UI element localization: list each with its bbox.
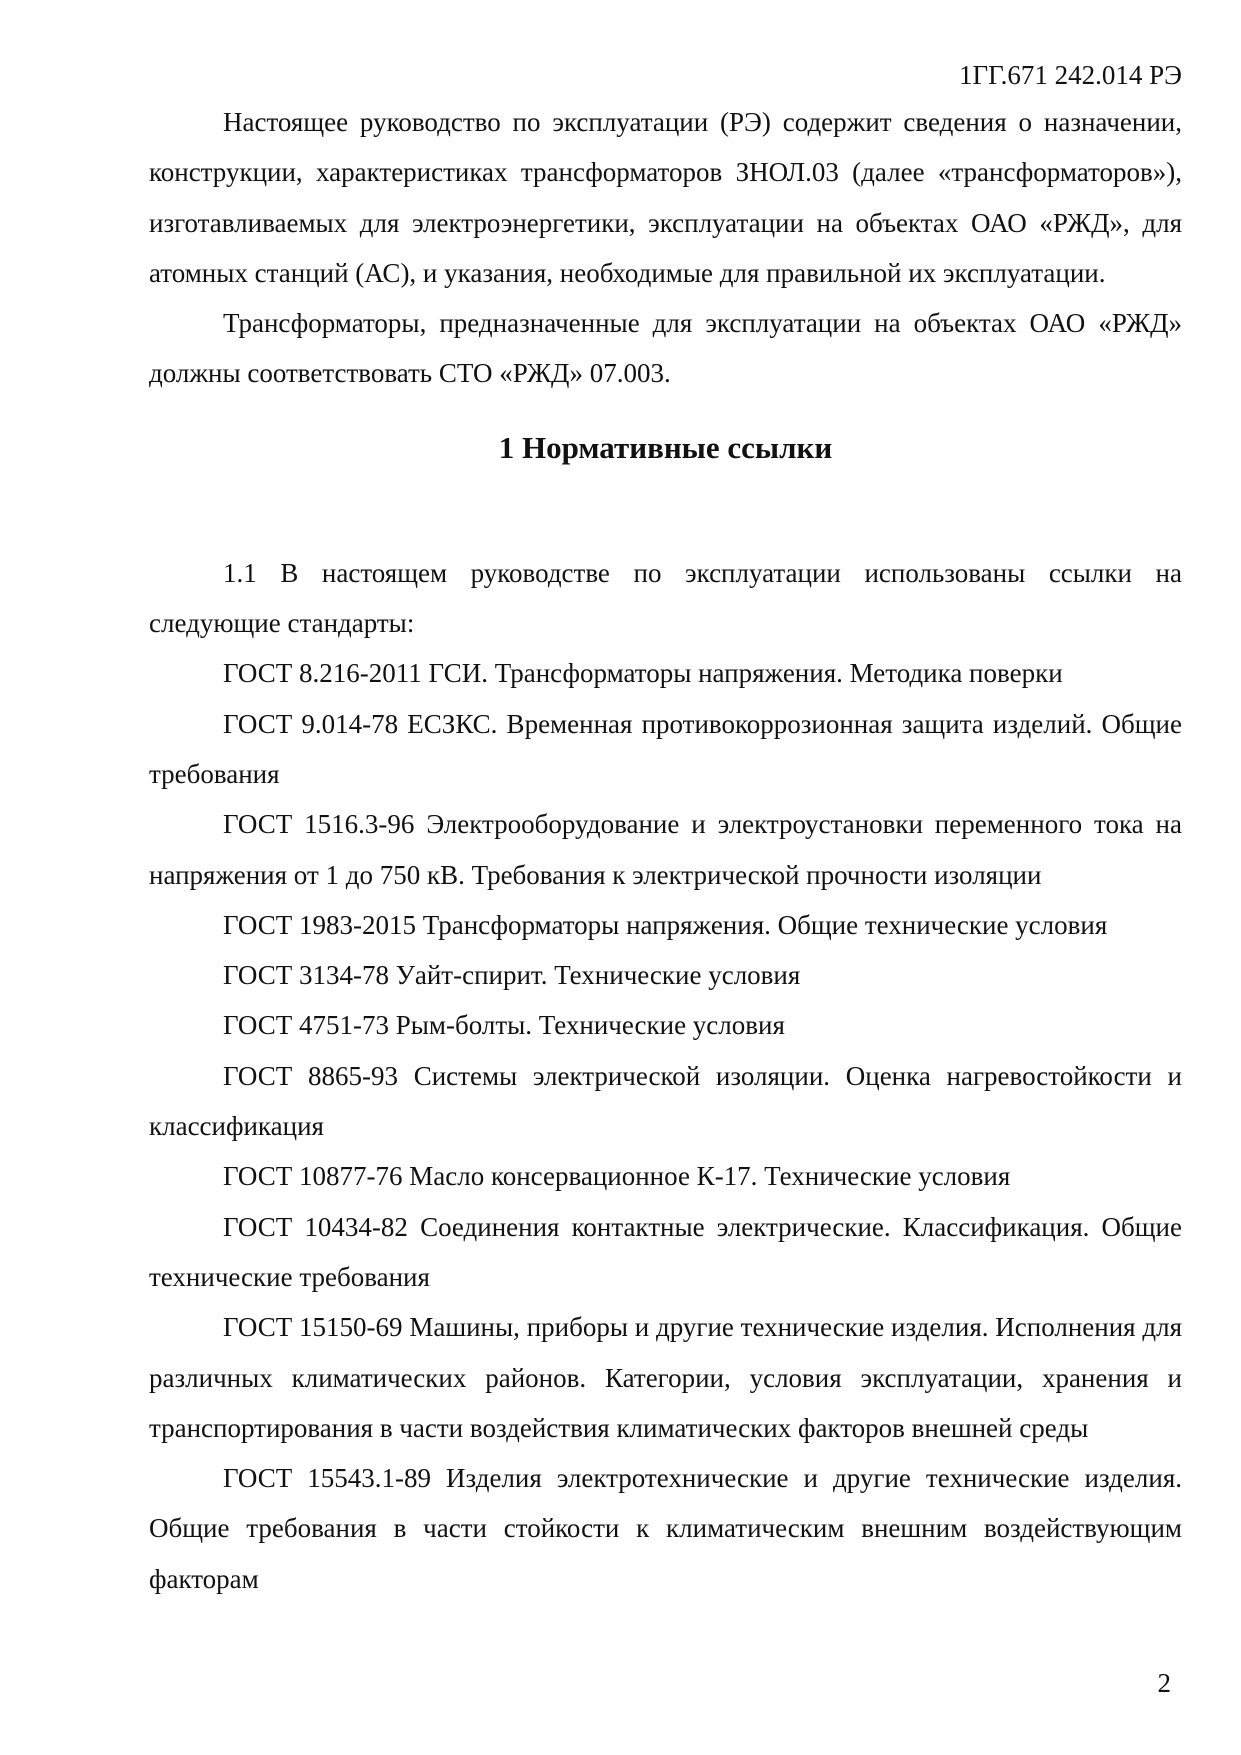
standard-reference: ГОСТ 10877-76 Масло консервационное К-17. Технические условия: [223, 1161, 1011, 1192]
standard-reference: ГОСТ 8865-93 Системы электрической изоляции. Оценка нагревостойкости и классификация: [149, 1060, 1182, 1142]
page-number: 2: [1157, 1668, 1171, 1698]
standard-reference: ГОСТ 4751-73 Рым-болты. Технические условия: [223, 1010, 785, 1041]
standard-reference: ГОСТ 10434-82 Соединения контактные электрические. Классификация. Общие технические требования: [149, 1211, 1182, 1292]
standard-reference: ГОСТ 9.014-78 ЕСЗКС. Временная противокоррозионная защита изделий. Общие требования: [149, 708, 1182, 789]
standard-reference: ГОСТ 8.216-2011 ГСИ. Трансформаторы напряжения. Методика поверки: [223, 658, 1063, 689]
document-body: [149, 97, 1182, 1604]
section-heading: 1 Нормативные ссылки: [498, 429, 833, 465]
intro-paragraph: Трансформаторы, предназначенные для эксплуатации на объектах ОАО «РЖД» должны соответствовать СТО «РЖД» 07.003.: [149, 308, 1182, 389]
standard-reference: ГОСТ 15543.1-89 Изделия электротехнические и другие технические изделия. Общие требования в части стойкости к климатическим внешним воздействующим факторам: [149, 1463, 1182, 1594]
standard-reference: ГОСТ 3134-78 Уайт-спирит. Технические условия: [223, 960, 801, 991]
intro-paragraph: Настоящее руководство по эксплуатации (РЭ) содержит сведения о назначении, конструкции, характеристиках трансформаторов ЗНОЛ.03 (далее «трансформаторов»), изготавливаемых для электроэнергетики, эксплуатации на объектах ОАО «РЖД», для атомных станций (АС), и указания, необходимые для правильной их эксплуатации.: [149, 107, 1182, 288]
standard-reference: ГОСТ 15150-69 Машины, приборы и другие технические изделия. Исполнения для различных климатических районов. Категории, условия эксплуатации, хранения и транспортирования в части воздействия климатических факторов внешней среды: [149, 1312, 1182, 1443]
standard-reference: ГОСТ 1983-2015 Трансформаторы напряжения. Общие технические условия: [223, 909, 1108, 940]
standard-reference: ГОСТ 1516.3-96 Электрооборудование и электроустановки переменного тока на напряжения от 1 до 750 кВ. Требования к электрической прочности изоляции: [149, 809, 1182, 890]
section-intro-paragraph: 1.1 В настоящем руководстве по эксплуатации использованы ссылки на следующие стандарты:: [149, 557, 1182, 639]
document-code: 1ГГ.671 242.014 РЭ: [958, 60, 1182, 90]
